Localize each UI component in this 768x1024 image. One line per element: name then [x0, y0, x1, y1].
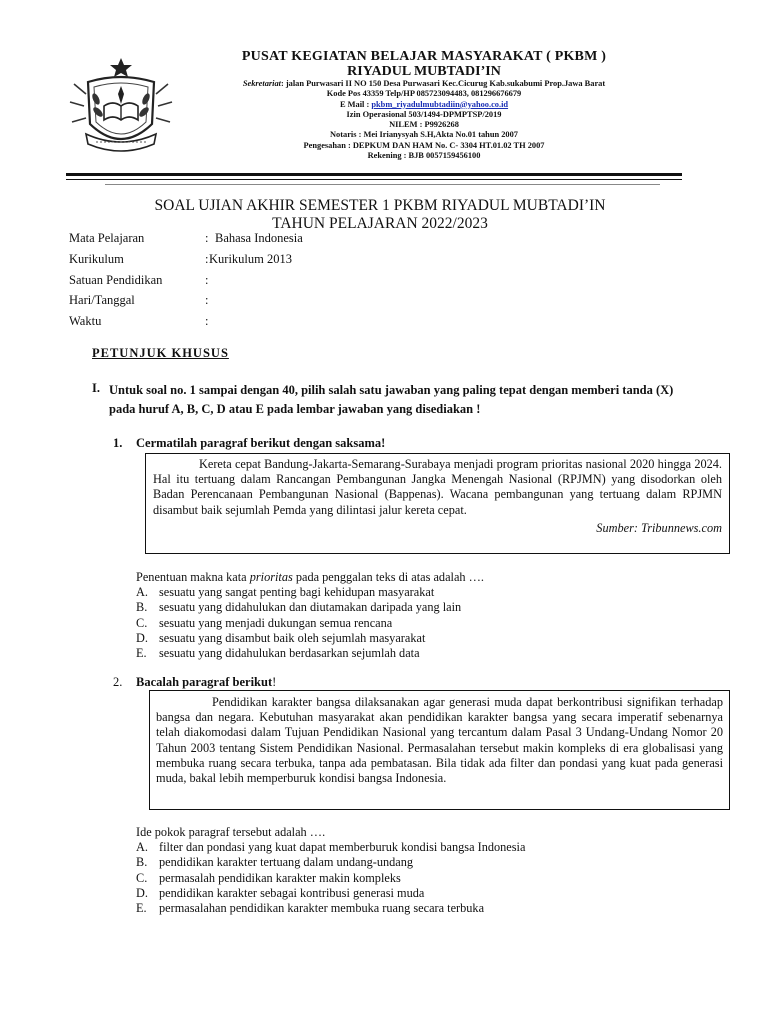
question-2-stem: Ide pokok paragraf tersebut adalah ….: [136, 825, 326, 839]
option-text: pendidikan karakter sebagai kontribusi generasi muda: [159, 885, 425, 900]
info-label: Kurikulum: [69, 251, 124, 266]
option-text: pendidikan karakter tertuang dalam undang-undang: [159, 855, 414, 870]
question-2-number: 2.: [113, 675, 123, 689]
question-1-number: 1.: [113, 436, 123, 450]
option-text: sesuatu yang menjadi dukungan semua rencana: [159, 615, 393, 630]
letterhead: [66, 49, 684, 179]
passage-text: Pendidikan karakter bangsa dilaksanakan agar generasi muda dapat berkontribusi signifikan terhadap bangsa dan negara. Kebutuhan masyarakat akan pendidikan karakter bangsa yang secara imperatif sebenarnya telah diakomodasi dalam Tujuan Pendidikan Nasional yang tercantum dalam Pasal 3 Undang-Undang Nomor 20 Tahun 2003 tentang Sistem Pendidikan Nasional. Permasalahan tersebut makin kompleks di era globalisasi yang membuka ruang secara terbuka, tanpa ada pembatasan. Bila tidak ada filter dan pondasi yang kuat pada generasi muda, bakal lebih memperburuk kondisi bangsa Indonesia.: [156, 695, 723, 786]
option-text: sesuatu yang disambut baik oleh sejumlah masyarakat: [159, 630, 426, 645]
nilem-number: NILEM : P9926268: [389, 120, 459, 130]
question-1-heading: Cermatilah paragraf berikut dengan saksama!: [136, 436, 386, 450]
question-2-heading: [136, 675, 276, 690]
info-label: Waktu: [69, 314, 102, 329]
info-colon: :: [205, 251, 209, 266]
option-letter: E.: [136, 901, 147, 916]
question-2-passage-box: [149, 690, 730, 810]
option-letter: C.: [136, 615, 148, 630]
heading-text: Bacalah paragraf berikut: [136, 675, 273, 689]
secretariat-text: : jalan Purwasari II NO 150 Desa Purwasari Kec.Cicurug Kab.sukabumi Prop.Jawa Barat: [281, 79, 606, 88]
stem-text: Penentuan makna kata: [136, 570, 250, 584]
letterhead-text: [174, 49, 674, 161]
letterhead-divider-faint: [105, 184, 660, 185]
bank-account: Rekening : BJB 0057159456100: [367, 151, 481, 161]
secretariat-label: Sekretariat: [242, 79, 281, 88]
email-label: E Mail :: [339, 99, 372, 109]
institution-title: PUSAT KEGIATAN BELAJAR MASYARAKAT ( PKBM ): [241, 49, 607, 64]
question-1-passage-box: [145, 453, 730, 554]
info-colon: :: [205, 272, 209, 287]
email-line: [174, 100, 674, 110]
option-letter: D.: [136, 630, 148, 645]
option-text: sesuatu yang didahulukan dan diutamakan daripada yang lain: [159, 600, 462, 615]
email-link[interactable]: pkbm_riyadulmubtadiin@yahoo.co.id: [371, 99, 509, 109]
info-colon: :: [205, 293, 209, 308]
option-letter: D.: [136, 885, 148, 900]
letterhead-divider-thick: [66, 173, 682, 176]
info-value: Kurikulum 2013: [209, 251, 292, 266]
exam-title: [90, 197, 670, 233]
pkbm-logo-icon: [66, 54, 176, 164]
postal-phone: Kode Pos 43359 Telp/HP 085723094483, 081296676679: [326, 89, 522, 99]
option-text: permasalahan pendidikan karakter membuka ruang secara terbuka: [159, 901, 485, 916]
option-letter: A.: [136, 840, 148, 854]
info-label: Satuan Pendidikan: [69, 272, 163, 287]
info-colon: :: [205, 231, 209, 245]
passage-source: Sumber: Tribunnews.com: [596, 520, 722, 535]
exam-title-line2: TAHUN PELAJARAN 2022/2023: [272, 215, 488, 232]
exam-title-line1: SOAL UJIAN AKHIR SEMESTER 1 PKBM RIYADUL MUBTADI’IN: [154, 197, 606, 214]
info-label: Hari/Tanggal: [69, 293, 135, 308]
option-text: sesuatu yang didahulukan berdasarkan sejumlah data: [159, 646, 420, 661]
option-text: filter dan pondasi yang kuat dapat memberburuk kondisi bangsa Indonesia: [159, 840, 526, 854]
question-1-passage: [153, 457, 722, 518]
question-2-passage: [156, 695, 723, 786]
option-text: sesuatu yang sangat penting bagi kehidupan masyarakat: [159, 585, 435, 599]
info-value: Bahasa Indonesia: [215, 231, 303, 245]
institution-name: RIYADUL MUBTADI’IN: [347, 64, 501, 79]
stem-italic-word: prioritas: [249, 570, 293, 584]
option-letter: B.: [136, 600, 148, 615]
heading-punct: !: [272, 675, 277, 689]
option-text: permasalah pendidikan karakter makin kompleks: [159, 870, 401, 885]
passage-text: Kereta cepat Bandung-Jakarta-Semarang-Surabaya menjadi program prioritas nasional 2020 hingga 2024. Hal itu tertuang dalam Rancangan Pembangunan Jangka Menengah Nasional (RPJMN) yang disodorkan oleh Badan Perencanaan Pembangunan Nasional (Bappenas). Wacana pembangunan yang tertuang dalam RPJMN disambut baik sejumlah Pemda yang dilintasi jalur kereta cepat.: [153, 457, 722, 517]
instruction-text: Untuk soal no. 1 sampai dengan 40, pilih salah satu jawaban yang paling tepat dengan memberi tanda (X) pada huruf A, B, C, D atau E pada lembar jawaban yang disediakan !: [109, 383, 674, 416]
special-instructions-heading: PETUNJUK KHUSUS: [92, 346, 229, 360]
option-letter: C.: [136, 870, 148, 885]
operational-permit: Izin Operasional 503/1494-DPMPTSP/2019: [346, 109, 502, 119]
option-letter: E.: [136, 646, 147, 661]
stem-text: pada penggalan teks di atas adalah ….: [292, 570, 484, 584]
ratification-info: Pengesahan : DEPKUM DAN HAM No. C- 3304 HT.01.02 TH 2007: [303, 140, 545, 150]
option-letter: A.: [136, 585, 148, 599]
secretariat-address: [174, 79, 674, 89]
letterhead-divider-thin: [66, 179, 682, 180]
info-colon: :: [205, 314, 209, 329]
instruction-number: I.: [92, 381, 100, 395]
option-letter: B.: [136, 855, 148, 870]
notary-info: Notaris : Mei Irianysyah S.H,Akta No.01 tahun 2007: [330, 130, 518, 140]
info-label: Mata Pelajaran: [69, 231, 145, 245]
question-1-stem: [136, 570, 484, 585]
